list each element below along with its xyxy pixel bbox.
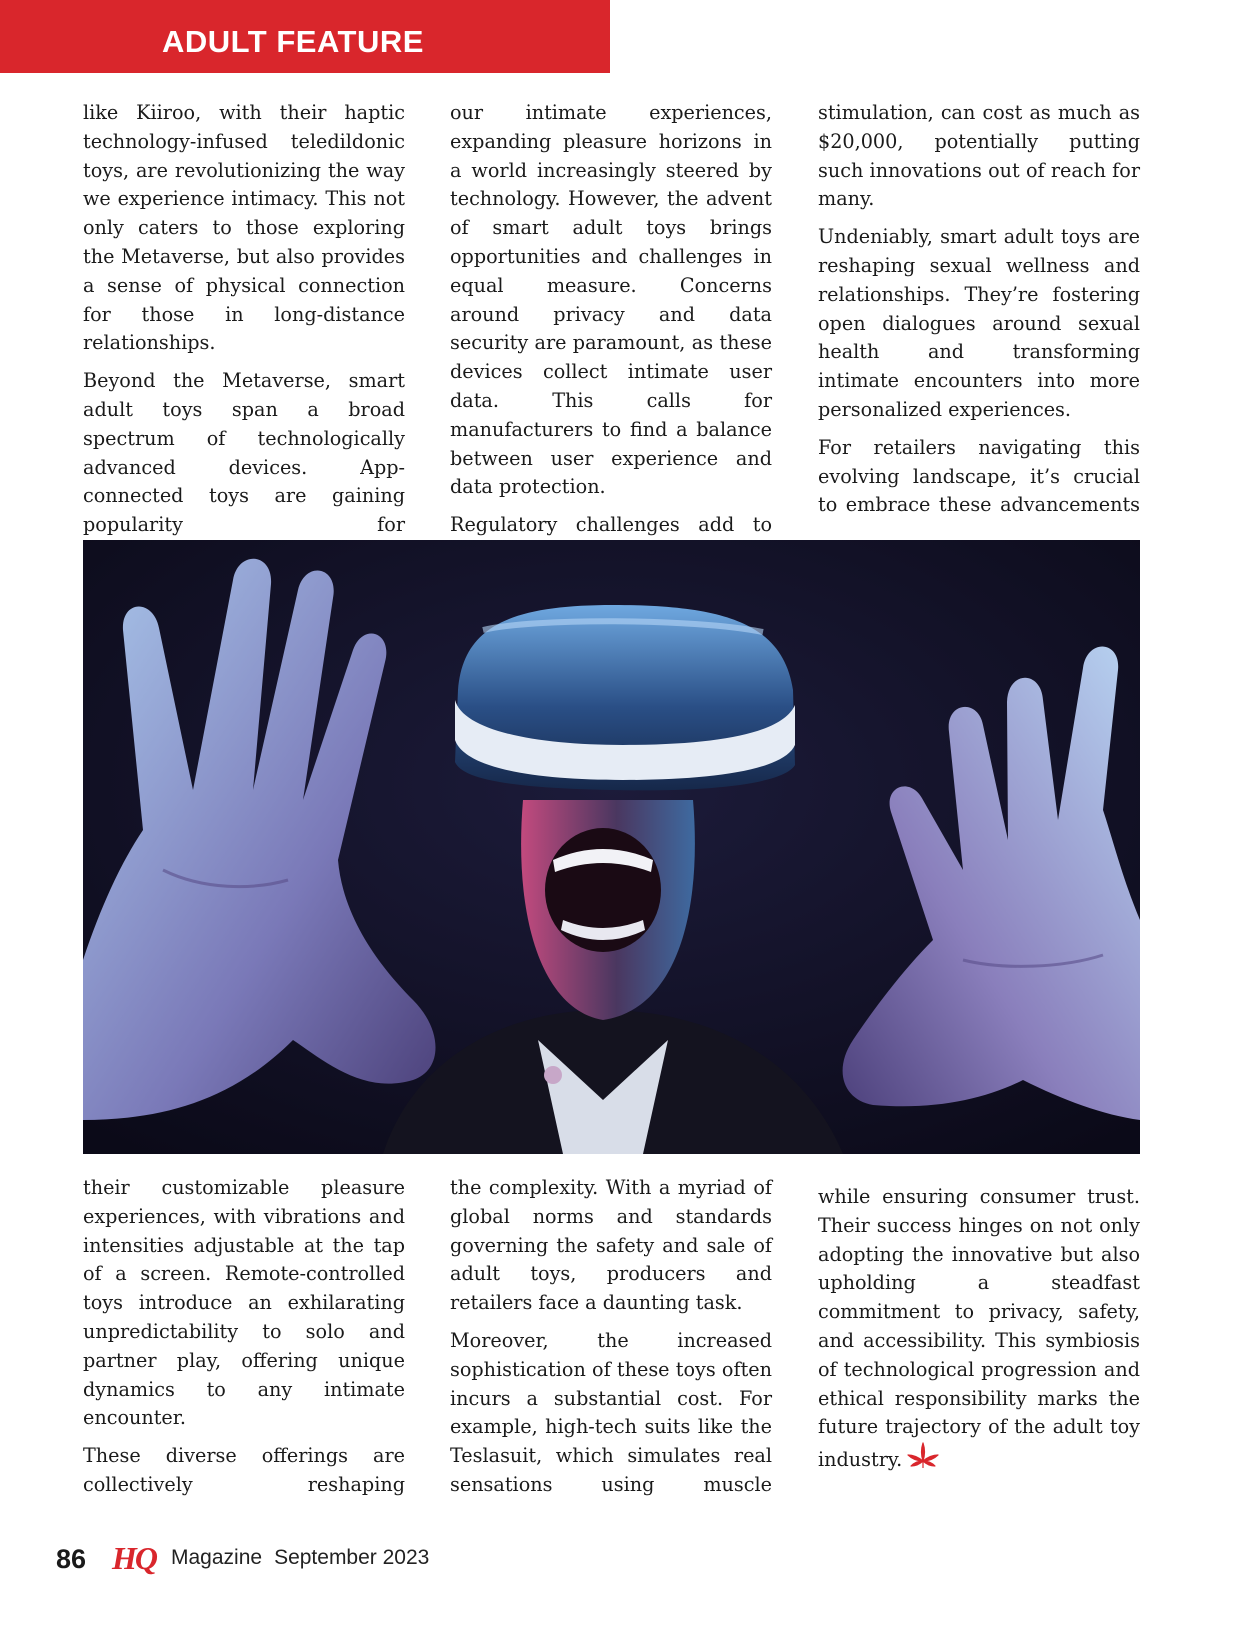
article-column-1-bottom bbox=[83, 1174, 405, 1509]
page-number: 86 bbox=[56, 1544, 87, 1574]
paragraph: For retailers navigating this evolving landscape, it’s crucial to embrace these advancements bbox=[818, 435, 1140, 517]
hq-logo: HQ bbox=[112, 1540, 156, 1576]
article-column-3-bottom bbox=[818, 1183, 1140, 1484]
vr-headset-person-illustration bbox=[83, 540, 1140, 1154]
article-column-1-top bbox=[83, 99, 405, 549]
paragraph: Beyond the Metaverse, smart adult toys span a broad spectrum of technologically advanced devices. App-connected toys are gaining popularity for bbox=[83, 369, 405, 537]
magazine-issue bbox=[171, 1546, 429, 1570]
section-banner bbox=[0, 0, 610, 73]
article-column-2-top bbox=[450, 99, 772, 549]
article-column-3-top bbox=[818, 99, 1140, 529]
cannabis-leaf-icon bbox=[906, 1442, 940, 1472]
paragraph bbox=[818, 1183, 1140, 1475]
paragraph: Regulatory challenges add to bbox=[450, 513, 772, 537]
paragraph: our intimate experiences, expanding pleasure horizons in a world increasingly steered by technology. However, the advent of smart adult toys brings opportunities and challenges in equal measure. Concerns around privacy and data security are paramount, as these devices collect intimate user data. This calls for manufacturers to find a balance between user experience and data protection. bbox=[450, 101, 772, 499]
article-column-2-bottom bbox=[450, 1174, 772, 1509]
paragraph: Undeniably, smart adult toys are reshaping sexual wellness and relationships. They’re fostering open dialogues around sexual health and transforming intimate encounters into more personalized experiences. bbox=[818, 225, 1140, 421]
paragraph: Moreover, the increased sophistication of these toys often incurs a substantial cost. For example, high-tech suits like the Teslasuit, which simulates real sensations using muscle bbox=[450, 1328, 772, 1496]
paragraph: These diverse offerings are collectively reshaping bbox=[83, 1444, 405, 1496]
paragraph: the complexity. With a myriad of global norms and standards governing the safety and sale of adult toys, producers and retailers face a daunting task. bbox=[450, 1176, 772, 1315]
magazine-name: Magazine bbox=[171, 1546, 263, 1569]
paragraph: stimulation, can cost as much as $20,000, potentially putting such innovations out of reach for many. bbox=[818, 101, 1140, 211]
section-label: ADULT FEATURE bbox=[162, 24, 424, 59]
paragraph: like Kiiroo, with their haptic technology-infused teledildonic toys, are revolutionizing the way we experience intimacy. This not only caters to those exploring the Metaverse, but also provides a sense of physical connection for those in long-distance relationships. bbox=[83, 101, 405, 355]
feature-photo bbox=[83, 540, 1140, 1154]
issue-date: September 2023 bbox=[274, 1546, 430, 1569]
paragraph: their customizable pleasure experiences, with vibrations and intensities adjustable at the tap of a screen. Remote-controlled toys introduce an exhilarating unpredictability to solo and partner play, offering unique dynamics to any intimate encounter. bbox=[83, 1176, 405, 1430]
closing-paragraph-text: while ensuring consumer trust. Their success hinges on not only adopting the innovative but also upholding a steadfast commitment to privacy, safety, and accessibility. This symbiosis of technological progression and ethical responsibility marks the future trajectory of the adult toy industry. bbox=[818, 1185, 1140, 1472]
